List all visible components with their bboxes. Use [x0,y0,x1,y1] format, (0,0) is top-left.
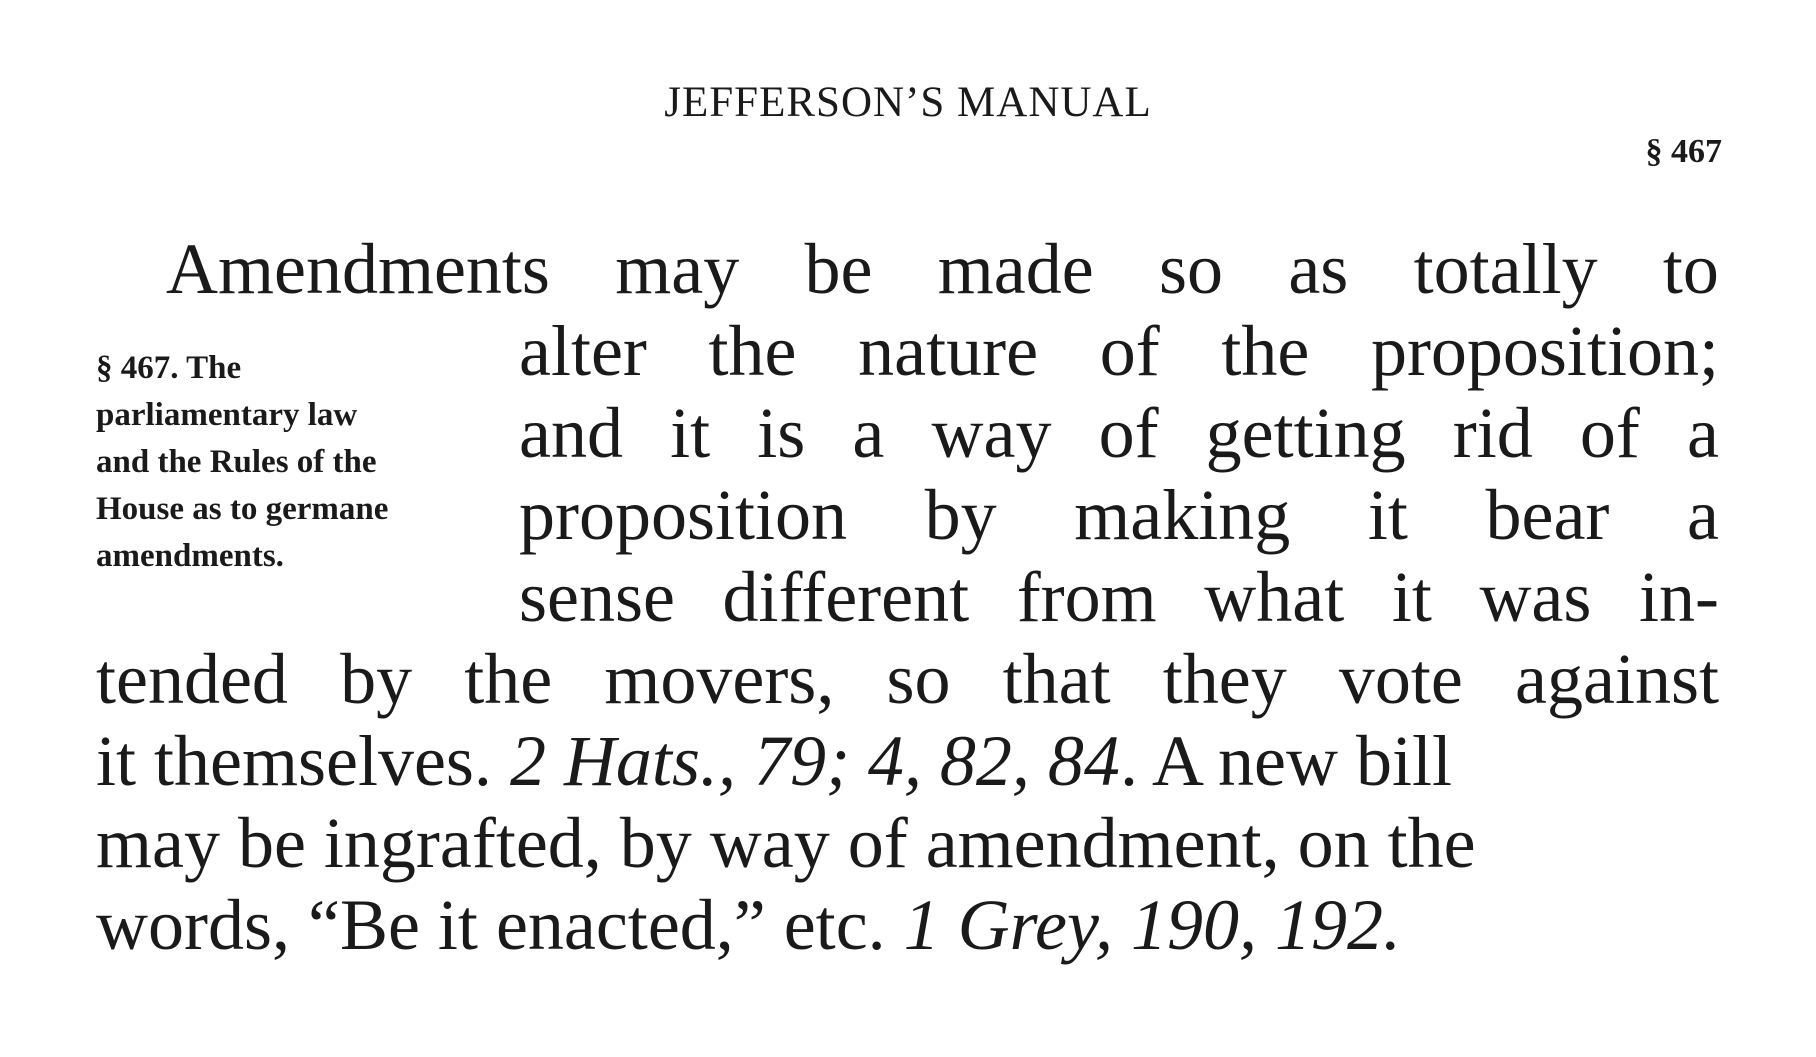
citation: 1 Grey, 190, 192. [903,885,1401,965]
paragraph-line [166,228,1719,310]
paragraph-line [519,392,1719,474]
word: it [670,393,711,473]
paragraph-line [96,802,1719,884]
word: proposition; [1370,311,1719,391]
word: tended [96,639,288,719]
word: is [757,393,806,473]
text-run: it themselves. [96,721,492,801]
word: different [722,557,970,637]
word: what [1204,557,1345,637]
word: alter [519,311,647,391]
word: may [615,229,740,309]
margin-note-line: § 467. The [96,350,242,386]
word: of [1579,393,1640,473]
word: it [1391,557,1432,637]
word: that [1002,639,1111,719]
body-paragraph [96,228,1719,966]
paragraph-line [519,474,1719,556]
word: movers, [604,639,835,719]
word: in- [1639,557,1719,637]
word: the [464,639,553,719]
margin-note-line: House as to germane [96,491,389,527]
word: was [1479,557,1592,637]
margin-note-line: parliamentary law [96,397,358,433]
word: bear [1485,475,1610,555]
text-run: . A new bill [1119,721,1452,801]
running-head: JEFFERSON’S MANUAL [664,79,1152,126]
word: a [1687,475,1719,555]
word: proposition [519,475,848,555]
word: the [708,311,797,391]
word: be [804,229,873,309]
word: so [886,639,951,719]
word: rid [1452,393,1533,473]
line-text [96,720,1452,802]
paragraph-line [519,556,1719,638]
word: a [852,393,885,473]
word: of [1098,393,1159,473]
paragraph-line [96,638,1719,720]
section-number: § 467 [1645,133,1722,170]
word: as [1288,229,1349,309]
word: so [1159,229,1224,309]
paragraph-line [519,310,1719,392]
word: to [1662,229,1719,309]
word: way [931,393,1052,473]
word: by [340,639,413,719]
word: vote [1338,639,1463,719]
margin-note-line: amendments. [96,538,284,574]
paragraph-line [96,720,1719,802]
line-text: may be ingrafted, by way of amendment, on the [96,803,1476,883]
word: the [1221,311,1310,391]
citation: 2 Hats., 79; 4, 82, 84 [509,721,1120,801]
word: by [924,475,997,555]
word: making [1074,475,1291,555]
word: a [1686,393,1719,473]
word: sense [519,557,675,637]
word: getting [1205,393,1406,473]
text-run: words, “Be it enacted,” etc. [96,885,886,965]
word: Amendments [166,229,550,309]
margin-note-line: and the Rules of the [96,444,377,480]
word: made [937,229,1094,309]
word: of [1099,311,1160,391]
word: they [1162,639,1287,719]
word: totally [1413,229,1598,309]
word: against [1515,639,1719,719]
word: from [1016,557,1157,637]
word: nature [858,311,1039,391]
word: it [1367,475,1408,555]
paragraph-line [96,884,1719,966]
word: and [519,393,623,473]
